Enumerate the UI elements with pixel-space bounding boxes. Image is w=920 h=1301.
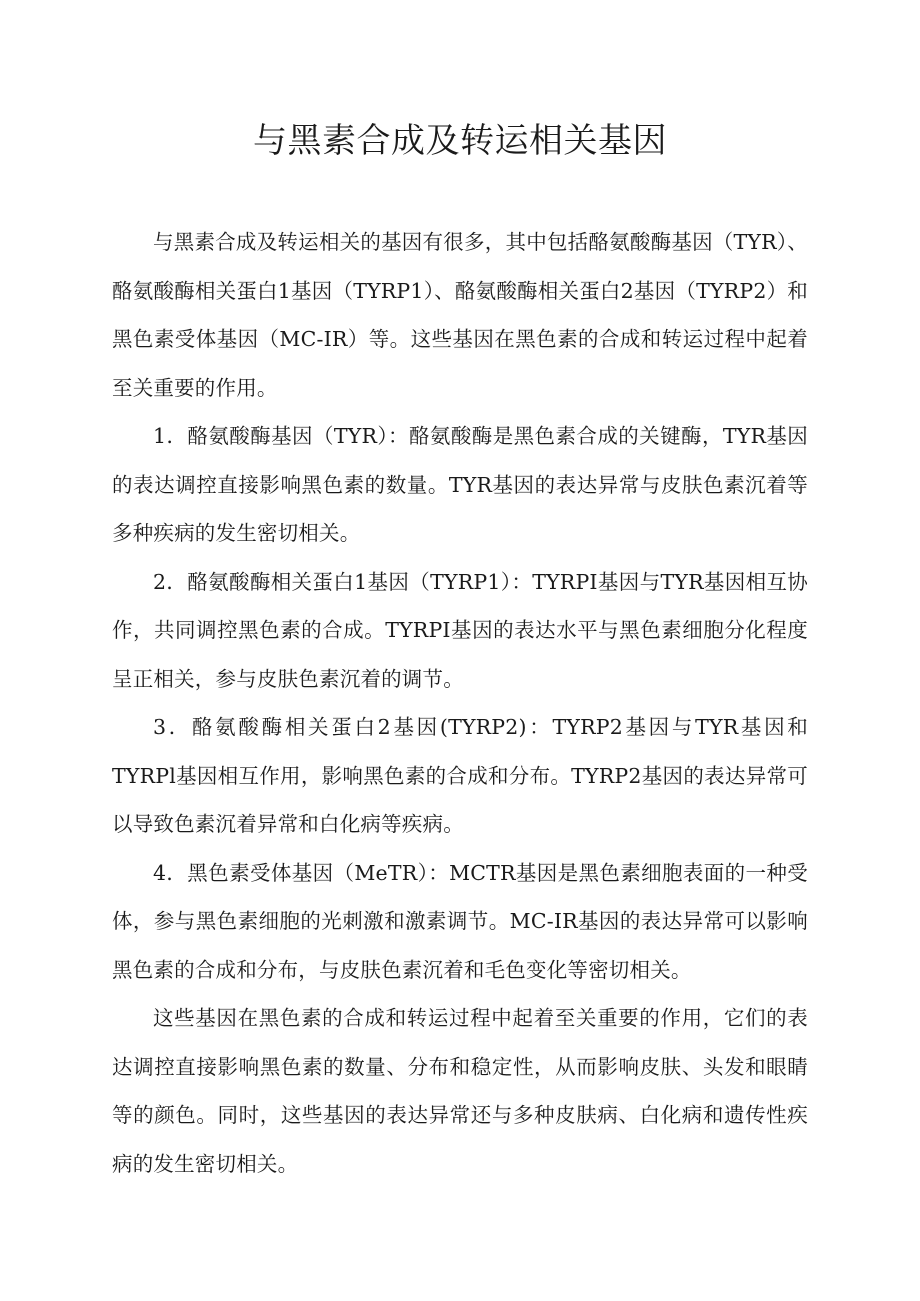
paragraph-conclusion: 这些基因在黑色素的合成和转运过程中起着至关重要的作用，它们的表达调控直接影响黑色素的数量、分布和稳定性，从而影响皮肤、头发和眼睛等的颜色。同时，这些基因的表达异常还与多种皮肤病、白化病和遗传性疾病的发生密切相关。 bbox=[112, 1006, 808, 1176]
page-title: 与黑素合成及转运相关基因 bbox=[253, 121, 667, 161]
document-body bbox=[112, 218, 808, 1188]
paragraph-tyr: 1．酪氨酸酶基因（TYR）：酪氨酸酶是黑色素合成的关键酶，TYR基因的表达调控直接影响黑色素的数量。TYR基因的表达异常与皮肤色素沉着等多种疾病的发生密切相关。 bbox=[112, 424, 808, 545]
paragraph-mc1r: 4．黑色素受体基因（MeTR）：MCTR基因是黑色素细胞表面的一种受体，参与黑色素细胞的光刺激和激素调节。MC-IR基因的表达异常可以影响黑色素的合成和分布，与皮肤色素沉着和毛色变化等密切相关。 bbox=[112, 860, 808, 982]
paragraph-tyrp2: 3．酪氨酸酶相关蛋白2基因(TYRP2)：TYRP2基因与TYR基因和TYRPl基因相互作用，影响黑色素的合成和分布。TYRP2基因的表达异常可以导致色素沉着异常和白化病等疾病。 bbox=[112, 715, 808, 836]
paragraph-tyrp1: 2．酪氨酸酶相关蛋白1基因（TYRP1）：TYRPI基因与TYR基因相互协作，共同调控黑色素的合成。TYRPI基因的表达水平与黑色素细胞分化程度呈正相关，参与皮肤色素沉着的调节。 bbox=[112, 569, 808, 691]
paragraph-intro: 与黑素合成及转运相关的基因有很多，其中包括酪氨酸酶基因（TYR）、酪氨酸酶相关蛋白1基因（TYRP1）、酪氨酸酶相关蛋白2基因（TYRP2）和黑色素受体基因（MC-IR）等。这些基因在黑色素的合成和转运过程中起着至关重要的作用。 bbox=[112, 230, 808, 400]
